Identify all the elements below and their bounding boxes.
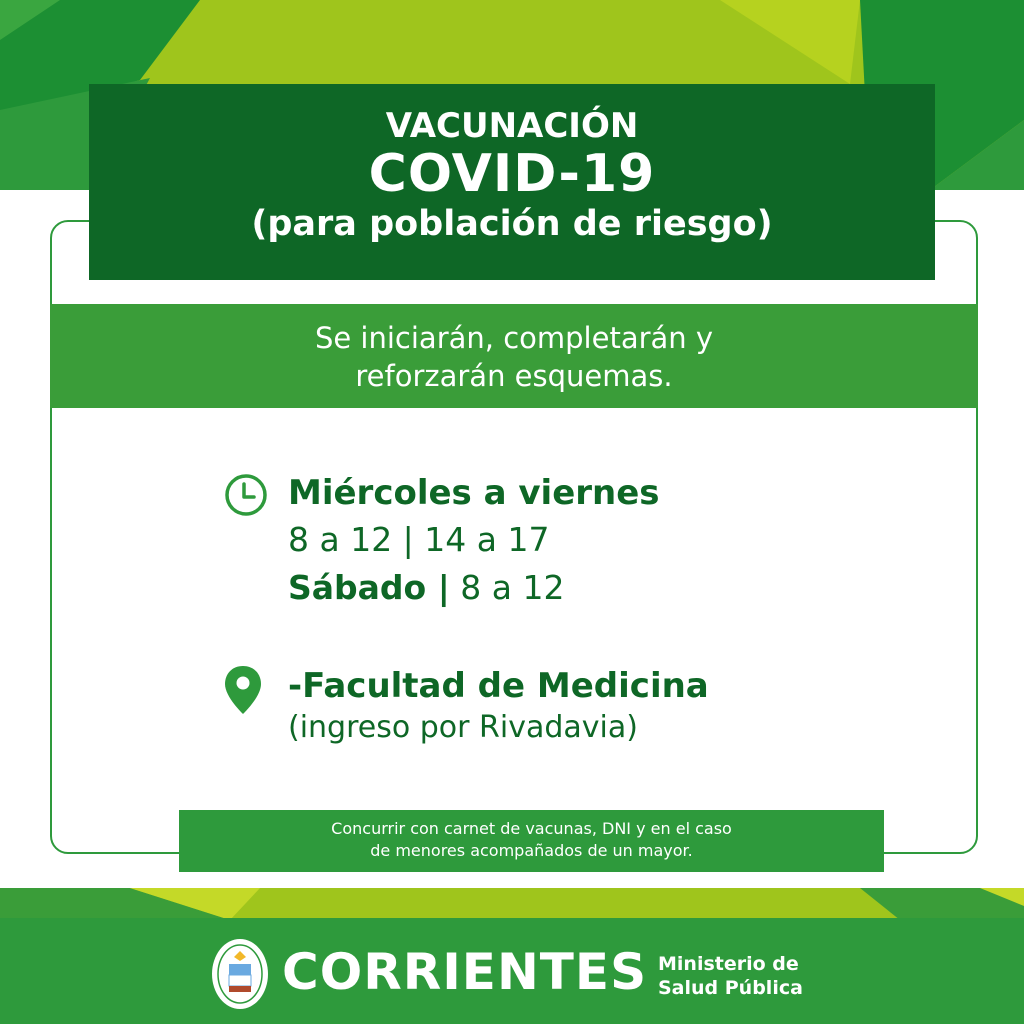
- ministry-name: [658, 952, 803, 1000]
- saturday-label: Sábado |: [288, 568, 450, 607]
- footer-decoration: [0, 888, 1024, 920]
- ministry-line-1: Ministerio de: [658, 953, 799, 975]
- ministry-line-2: Salud Pública: [658, 977, 803, 999]
- location-pin-icon: [222, 664, 264, 716]
- requirements-note: [179, 810, 884, 872]
- title-vacunacion: VACUNACIÓN: [385, 106, 639, 146]
- subtitle-line-2: reforzarán esquemas.: [355, 359, 673, 393]
- saturday-hours: 8 a 12: [449, 568, 565, 607]
- saturday-schedule: [288, 566, 564, 610]
- provincial-seal-icon: [210, 937, 270, 1011]
- note-line-1: Concurrir con carnet de vacunas, DNI y en el caso: [331, 819, 732, 838]
- schedule-hours: 8 a 12 | 14 a 17: [288, 520, 550, 559]
- title-target-population: (para población de riesgo): [251, 204, 773, 244]
- title-banner: [89, 84, 935, 280]
- subtitle-line-1: Se iniciarán, completarán y: [314, 321, 714, 355]
- note-line-2: de menores acompañados de un mayor.: [370, 841, 693, 860]
- subtitle-band: [50, 304, 978, 408]
- location-name: -Facultad de Medicina: [288, 666, 709, 706]
- brand-corrientes: CORRIENTES: [282, 943, 648, 1001]
- title-covid: COVID-19: [368, 144, 656, 204]
- clock-icon: [224, 473, 268, 517]
- location-detail: (ingreso por Rivadavia): [288, 710, 638, 745]
- schedule-days: Miércoles a viernes: [288, 473, 660, 513]
